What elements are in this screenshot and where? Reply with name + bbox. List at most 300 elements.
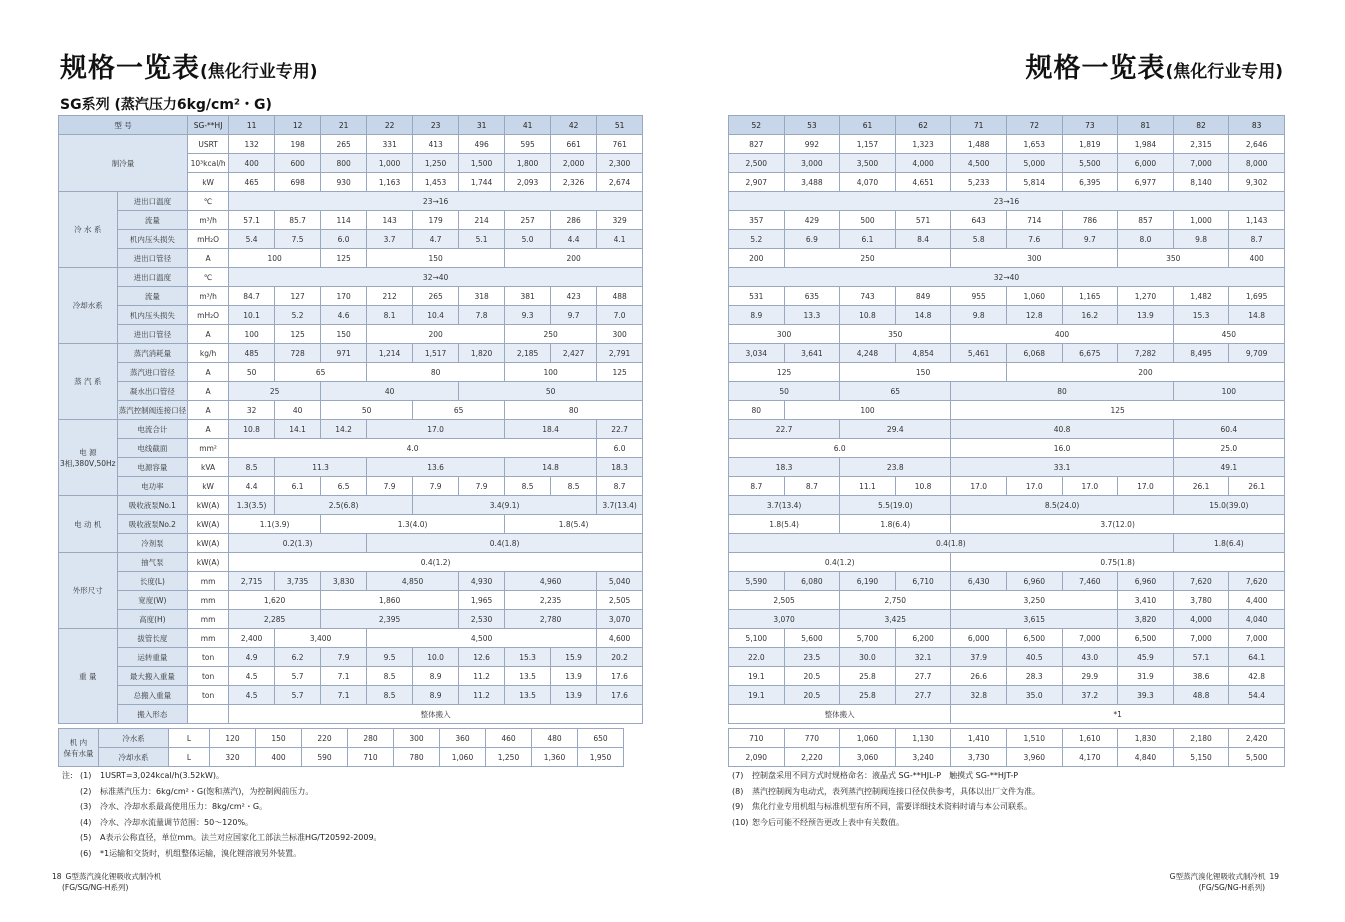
data-cell: 2,530 — [459, 610, 505, 629]
data-cell: 4.6 — [321, 306, 367, 325]
data-cell: 15.3 — [1173, 306, 1229, 325]
data-cell: 429 — [784, 211, 840, 230]
data-cell: 5.4 — [229, 230, 275, 249]
data-cell: 710 — [729, 729, 785, 748]
data-cell: 2,400 — [229, 629, 275, 648]
table-row — [729, 515, 1285, 534]
row-parameter: 宽度(W) — [117, 591, 188, 610]
header-model: 11 — [229, 116, 275, 135]
header-model: 12 — [275, 116, 321, 135]
row-unit: A — [188, 382, 229, 401]
page-number: 19 — [1269, 872, 1279, 881]
data-cell: 7.9 — [413, 477, 459, 496]
data-cell: 18.3 — [597, 458, 643, 477]
data-cell: 40 — [275, 401, 321, 420]
data-cell: 9.7 — [1062, 230, 1118, 249]
table-row — [59, 211, 643, 230]
data-cell: 7,000 — [1173, 154, 1229, 173]
data-cell: 32 — [229, 401, 275, 420]
data-cell: 60.4 — [1173, 420, 1284, 439]
data-cell: 8.5 — [229, 458, 275, 477]
data-cell: 100 — [505, 363, 597, 382]
data-cell: 8,000 — [1229, 154, 1285, 173]
note-head: 注: — [62, 771, 73, 780]
table-row — [59, 553, 643, 572]
page-title-main: 规格一览表 — [1025, 53, 1166, 84]
data-cell: 7,000 — [1173, 629, 1229, 648]
data-cell: 500 — [840, 211, 896, 230]
note-index: (6) — [80, 848, 92, 858]
data-cell: 488 — [597, 287, 643, 306]
note-text: 冷水、冷却水流量调节范围：50～120%。 — [100, 817, 254, 827]
data-cell: 65 — [413, 401, 505, 420]
header-model: 22 — [367, 116, 413, 135]
data-cell: 48.8 — [1173, 686, 1229, 705]
data-cell: 5.7 — [275, 667, 321, 686]
data-cell: 8.5 — [551, 477, 597, 496]
data-cell: 6,000 — [1118, 154, 1174, 173]
data-cell: 992 — [784, 135, 840, 154]
data-cell: 971 — [321, 344, 367, 363]
data-cell: 212 — [367, 287, 413, 306]
row-unit: m³/h — [188, 211, 229, 230]
data-cell: 4.5 — [229, 667, 275, 686]
data-cell: 6,395 — [1062, 173, 1118, 192]
data-cell: 26.1 — [1229, 477, 1285, 496]
data-cell: 286 — [551, 211, 597, 230]
data-cell: 5.0 — [505, 230, 551, 249]
data-cell: 29.9 — [1062, 667, 1118, 686]
row-unit: ton — [188, 648, 229, 667]
row-category: 外形尺寸 — [59, 553, 118, 629]
row-parameter: 机内压头损失 — [117, 230, 188, 249]
data-cell: 13.5 — [505, 686, 551, 705]
data-cell: 3,240 — [895, 748, 951, 767]
data-cell: 3,060 — [840, 748, 896, 767]
table-row — [59, 439, 643, 458]
data-cell: 761 — [597, 135, 643, 154]
row-parameter: 高度(H) — [117, 610, 188, 629]
data-cell: 26.1 — [1173, 477, 1229, 496]
data-cell: 5.7 — [275, 686, 321, 705]
data-cell: 26.6 — [951, 667, 1007, 686]
data-cell: 4,070 — [840, 173, 896, 192]
data-cell: 6,068 — [1006, 344, 1062, 363]
row-unit: kW — [188, 477, 229, 496]
data-cell: 1,860 — [321, 591, 459, 610]
data-cell: 40.8 — [951, 420, 1173, 439]
data-cell: 300 — [951, 249, 1118, 268]
data-cell: 40 — [321, 382, 459, 401]
note-index: (10) — [732, 817, 749, 827]
data-cell: 2,220 — [784, 748, 840, 767]
data-cell: 250 — [505, 325, 597, 344]
data-cell: 11.2 — [459, 686, 505, 705]
data-cell: 2,427 — [551, 344, 597, 363]
data-cell: 14.8 — [895, 306, 951, 325]
data-cell: 1,453 — [413, 173, 459, 192]
data-cell: 125 — [275, 325, 321, 344]
row-parameter: 拔管长度 — [117, 629, 188, 648]
data-cell: 4,840 — [1118, 748, 1174, 767]
table-row — [59, 325, 643, 344]
data-cell: 14.8 — [505, 458, 597, 477]
spec-table-left — [58, 115, 643, 724]
data-cell: 15.9 — [551, 648, 597, 667]
data-cell: 6.2 — [275, 648, 321, 667]
data-cell: 1,000 — [1173, 211, 1229, 230]
data-cell: 150 — [321, 325, 367, 344]
note-text: 1USRT=3,024kcal/h(3.52kW)。 — [100, 771, 225, 780]
data-cell: 13.9 — [1118, 306, 1174, 325]
data-cell: 460 — [486, 729, 532, 748]
row-unit: L — [169, 729, 210, 748]
note-text: 控制盘采用不同方式时规格命名：液晶式 SG-**HJL-P 触摸式 SG-**HJT-P — [752, 771, 1019, 780]
header-model: 42 — [551, 116, 597, 135]
data-cell: 54.4 — [1229, 686, 1285, 705]
data-cell: 57.1 — [229, 211, 275, 230]
data-cell: 1.8(5.4) — [505, 515, 643, 534]
data-cell: 1,060 — [840, 729, 896, 748]
data-cell: 635 — [784, 287, 840, 306]
data-cell: 1,800 — [505, 154, 551, 173]
data-cell: 400 — [951, 325, 1173, 344]
data-cell: 9.8 — [951, 306, 1007, 325]
table-row — [59, 287, 643, 306]
data-cell: 4,500 — [951, 154, 1007, 173]
table-row — [729, 439, 1285, 458]
data-cell: 22.7 — [729, 420, 840, 439]
data-cell: 1,620 — [229, 591, 321, 610]
row-unit: A — [188, 249, 229, 268]
data-cell: 8.7 — [729, 477, 785, 496]
data-cell: 10.8 — [840, 306, 896, 325]
note-index: (9) — [732, 802, 744, 811]
row-parameter: 冷水系 — [99, 729, 169, 748]
row-unit: A — [188, 325, 229, 344]
data-cell: 2,315 — [1173, 135, 1229, 154]
data-cell: 7.5 — [275, 230, 321, 249]
row-unit: ton — [188, 686, 229, 705]
data-cell: 1,830 — [1118, 729, 1174, 748]
data-cell: 100 — [784, 401, 951, 420]
table-row — [59, 363, 643, 382]
data-cell: 5,000 — [1006, 154, 1062, 173]
data-cell: 661 — [551, 135, 597, 154]
row-parameter: 凝水出口管径 — [117, 382, 188, 401]
data-cell: 827 — [729, 135, 785, 154]
data-cell: 6.0 — [729, 439, 951, 458]
series-title: SG系列 (蒸汽压力6kg/cm²・G) — [60, 97, 272, 113]
data-cell: 39.3 — [1118, 686, 1174, 705]
data-cell: 13.5 — [505, 667, 551, 686]
data-cell: 31.9 — [1118, 667, 1174, 686]
data-cell: 65 — [275, 363, 367, 382]
data-cell: 930 — [321, 173, 367, 192]
note-index: (8) — [732, 786, 744, 796]
data-cell: 19.1 — [729, 667, 785, 686]
data-cell: 714 — [1006, 211, 1062, 230]
holding-water-table-left — [58, 728, 624, 767]
data-cell: 3,034 — [729, 344, 785, 363]
data-cell: 114 — [321, 211, 367, 230]
data-cell: 4.1 — [597, 230, 643, 249]
data-cell: 6,960 — [1118, 572, 1174, 591]
data-cell: 18.3 — [729, 458, 840, 477]
table-row — [59, 572, 643, 591]
row-unit: A — [188, 363, 229, 382]
data-cell: 849 — [895, 287, 951, 306]
data-cell: 6,500 — [1118, 629, 1174, 648]
row-parameter: 电线截面 — [117, 439, 188, 458]
data-cell: 6.1 — [275, 477, 321, 496]
data-cell: 6,960 — [1006, 572, 1062, 591]
data-cell: 5.2 — [275, 306, 321, 325]
header-model: 81 — [1118, 116, 1174, 135]
row-category: 制冷量 — [59, 135, 188, 192]
data-cell: 5.2 — [729, 230, 785, 249]
data-cell: 2,180 — [1173, 729, 1229, 748]
row-unit: ton — [188, 667, 229, 686]
data-cell: 1,163 — [367, 173, 413, 192]
data-cell: 8.5 — [505, 477, 551, 496]
data-cell: 200 — [729, 249, 785, 268]
data-cell: 5,461 — [951, 344, 1007, 363]
data-cell: 100 — [229, 325, 275, 344]
table-row — [729, 287, 1285, 306]
data-cell: 3,735 — [275, 572, 321, 591]
data-cell: 571 — [895, 211, 951, 230]
table-row — [59, 382, 643, 401]
data-cell: 8.1 — [367, 306, 413, 325]
data-cell: 37.2 — [1062, 686, 1118, 705]
table-row — [729, 192, 1285, 211]
table-row — [59, 306, 643, 325]
data-cell: 125 — [951, 401, 1285, 420]
data-cell: 265 — [321, 135, 367, 154]
data-cell: 413 — [413, 135, 459, 154]
data-cell: 4,170 — [1062, 748, 1118, 767]
data-cell: 3.7 — [367, 230, 413, 249]
table-row — [59, 515, 643, 534]
table-row — [59, 667, 643, 686]
note-index: (2) — [80, 786, 92, 796]
data-cell: 1.8(5.4) — [729, 515, 840, 534]
row-unit: mm — [188, 591, 229, 610]
data-cell: 7,282 — [1118, 344, 1174, 363]
header-model: 62 — [895, 116, 951, 135]
row-unit: kW(A) — [188, 534, 229, 553]
header-model: 23 — [413, 116, 459, 135]
data-cell: 2,646 — [1229, 135, 1285, 154]
row-category: 重 量 — [59, 629, 118, 724]
data-cell: 23→16 — [229, 192, 643, 211]
data-cell: 5.1 — [459, 230, 505, 249]
data-cell: 480 — [532, 729, 578, 748]
header-model: 72 — [1006, 116, 1062, 135]
table-row — [59, 496, 643, 515]
data-cell: 0.4(1.2) — [729, 553, 951, 572]
data-cell: 45.9 — [1118, 648, 1174, 667]
data-cell: 1,517 — [413, 344, 459, 363]
data-cell: 2,780 — [505, 610, 597, 629]
data-cell: 7.9 — [367, 477, 413, 496]
data-cell: 13.3 — [784, 306, 840, 325]
row-parameter: 进出口管径 — [117, 325, 188, 344]
row-parameter: 长度(L) — [117, 572, 188, 591]
table-row — [729, 667, 1285, 686]
data-cell: 179 — [413, 211, 459, 230]
data-cell: 6.0 — [321, 230, 367, 249]
row-unit: kW(A) — [188, 553, 229, 572]
row-parameter: 运转重量 — [117, 648, 188, 667]
data-cell: 100 — [1173, 382, 1284, 401]
table-row — [729, 230, 1285, 249]
data-cell: 360 — [440, 729, 486, 748]
row-parameter: 流量 — [117, 211, 188, 230]
data-cell: 65 — [840, 382, 951, 401]
data-cell: 8.7 — [597, 477, 643, 496]
row-unit: mm² — [188, 439, 229, 458]
table-row — [729, 705, 1285, 724]
data-cell: 1,488 — [951, 135, 1007, 154]
data-cell: 198 — [275, 135, 321, 154]
data-cell: 23→16 — [729, 192, 1285, 211]
data-cell: 800 — [321, 154, 367, 173]
data-cell: 400 — [1229, 249, 1285, 268]
data-cell: 1,165 — [1062, 287, 1118, 306]
data-cell: 4.4 — [229, 477, 275, 496]
data-cell: 32→40 — [229, 268, 643, 287]
row-unit: mm — [188, 572, 229, 591]
note-item — [62, 784, 382, 800]
data-cell: 318 — [459, 287, 505, 306]
data-cell: 11.3 — [275, 458, 367, 477]
data-cell: 35.0 — [1006, 686, 1062, 705]
data-cell: 16.0 — [951, 439, 1173, 458]
data-cell: 1.8(6.4) — [840, 515, 951, 534]
data-cell: 19.1 — [729, 686, 785, 705]
page-title-sub: (焦化行业专用) — [1165, 62, 1283, 82]
footer-right — [1170, 871, 1283, 893]
data-cell: 7.1 — [321, 667, 367, 686]
data-cell: 7,000 — [1062, 629, 1118, 648]
data-cell: 5,700 — [840, 629, 896, 648]
data-cell: 27.7 — [895, 667, 951, 686]
data-cell: 3,830 — [321, 572, 367, 591]
table-row — [729, 553, 1285, 572]
table-row — [729, 648, 1285, 667]
data-cell: 2,093 — [505, 173, 551, 192]
row-parameter: 进出口温度 — [117, 268, 188, 287]
data-cell: 496 — [459, 135, 505, 154]
row-unit: kVA — [188, 458, 229, 477]
data-cell: 9.7 — [551, 306, 597, 325]
data-cell: 710 — [348, 748, 394, 767]
data-cell: 5.8 — [951, 230, 1007, 249]
data-cell: 7.9 — [459, 477, 505, 496]
data-cell: 150 — [256, 729, 302, 748]
data-cell: 250 — [784, 249, 951, 268]
data-cell: 17.6 — [597, 667, 643, 686]
data-cell: 331 — [367, 135, 413, 154]
data-cell: 350 — [1118, 249, 1229, 268]
data-cell: 125 — [729, 363, 840, 382]
data-cell: 17.0 — [367, 420, 505, 439]
data-cell: 1.1(3.9) — [229, 515, 321, 534]
data-cell: 531 — [729, 287, 785, 306]
data-cell: 43.0 — [1062, 648, 1118, 667]
data-cell: 22.7 — [597, 420, 643, 439]
data-cell: 400 — [229, 154, 275, 173]
header-model: 41 — [505, 116, 551, 135]
data-cell: 1,360 — [532, 748, 578, 767]
row-parameter: 总搬入重量 — [117, 686, 188, 705]
data-cell: 0.2(1.3) — [229, 534, 367, 553]
data-cell: 127 — [275, 287, 321, 306]
table-row — [729, 344, 1285, 363]
data-cell: 4,600 — [597, 629, 643, 648]
data-cell: 320 — [210, 748, 256, 767]
data-cell: 1,950 — [578, 748, 624, 767]
data-cell: 7,620 — [1173, 572, 1229, 591]
data-cell: 27.7 — [895, 686, 951, 705]
table-row — [729, 325, 1285, 344]
data-cell: 1,744 — [459, 173, 505, 192]
data-cell: 265 — [413, 287, 459, 306]
data-cell: 357 — [729, 211, 785, 230]
data-cell: 2,235 — [505, 591, 597, 610]
data-cell: 300 — [729, 325, 840, 344]
data-cell: 5,150 — [1173, 748, 1229, 767]
row-parameter: 进出口温度 — [117, 192, 188, 211]
row-parameter: 电流合计 — [117, 420, 188, 439]
table-row — [59, 534, 643, 553]
row-parameter: 最大搬入重量 — [117, 667, 188, 686]
data-cell: 16.2 — [1062, 306, 1118, 325]
data-cell: 整体搬入 — [729, 705, 951, 724]
data-cell: 14.2 — [321, 420, 367, 439]
row-unit: kW(A) — [188, 515, 229, 534]
data-cell: 13.9 — [551, 667, 597, 686]
data-cell: 84.7 — [229, 287, 275, 306]
data-cell: 13.9 — [551, 686, 597, 705]
data-cell: 1.3(3.5) — [229, 496, 275, 515]
data-cell: 4,960 — [505, 572, 597, 591]
note-item — [732, 784, 1040, 800]
note-item — [62, 815, 382, 831]
footer-left — [48, 871, 161, 893]
data-cell: 23.8 — [840, 458, 951, 477]
data-cell: 4,500 — [367, 629, 597, 648]
row-parameter: 进出口管径 — [117, 249, 188, 268]
row-parameter: 电源容量 — [117, 458, 188, 477]
data-cell: 6,000 — [951, 629, 1007, 648]
data-cell: 381 — [505, 287, 551, 306]
data-cell: 7.1 — [321, 686, 367, 705]
table-row — [59, 648, 643, 667]
data-cell: 0.75(1.8) — [951, 553, 1285, 572]
note-text: 恕今后可能不经预告更改上表中有关数值。 — [752, 817, 904, 827]
data-cell: 2,326 — [551, 173, 597, 192]
data-cell: 5,040 — [597, 572, 643, 591]
data-cell: 4,248 — [840, 344, 896, 363]
table-row — [59, 458, 643, 477]
data-cell: 120 — [210, 729, 256, 748]
data-cell: 143 — [367, 211, 413, 230]
data-cell: 0.4(1.8) — [367, 534, 643, 553]
data-cell: 1,500 — [459, 154, 505, 173]
